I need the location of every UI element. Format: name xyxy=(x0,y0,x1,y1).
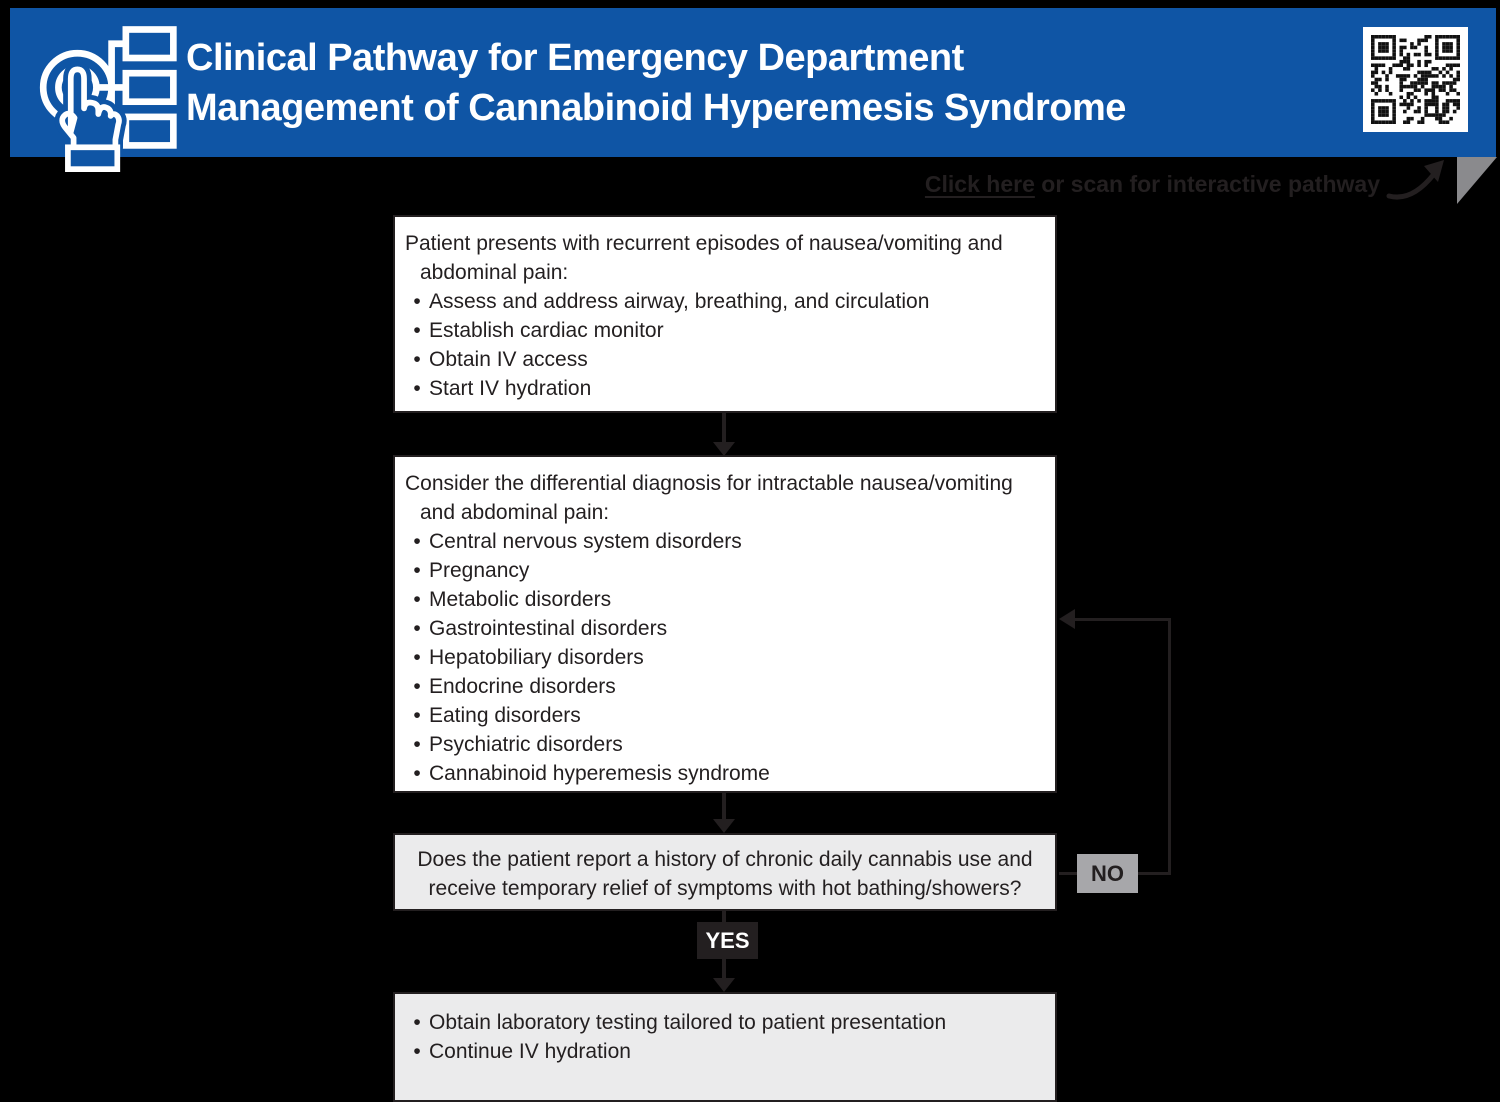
decision-question: Does the patient report a history of chronic daily cannabis use and receive temporary relief of symptoms with hot bathing/showers? xyxy=(417,848,1033,900)
qr-code xyxy=(1363,27,1468,132)
yes-label: YES xyxy=(697,922,758,959)
bullet-text: • Obtain IV access xyxy=(429,348,588,371)
step-box-treatment xyxy=(393,992,1057,1102)
bullet-item xyxy=(405,614,1043,643)
bullet-text: • Hepatobiliary disorders xyxy=(429,646,644,669)
bullet-item xyxy=(405,730,1043,759)
bullet-text: • Central nervous system disorders xyxy=(429,530,742,553)
page-title xyxy=(186,33,1126,133)
bullet-text: • Cannabinoid hyperemesis syndrome xyxy=(429,762,770,785)
flowchart-click-icon xyxy=(28,14,180,178)
arrow-left-icon xyxy=(1059,609,1075,629)
no-label: NO xyxy=(1077,854,1138,893)
bullet-text: • Psychiatric disorders xyxy=(429,733,623,756)
bullet-text: • Endocrine disorders xyxy=(429,675,616,698)
arrow-to-qr-icon xyxy=(1386,156,1450,206)
wrist-cuff xyxy=(68,147,117,169)
bullet-text: • Eating disorders xyxy=(429,704,581,727)
click-here-link[interactable]: Click here xyxy=(924,171,1035,197)
bullet-item xyxy=(405,287,1043,316)
decision-box xyxy=(393,833,1057,911)
bullet-item xyxy=(405,345,1043,374)
bullet-item xyxy=(405,585,1043,614)
connector-line-1 xyxy=(722,412,726,445)
bullet-text: • Pregnancy xyxy=(429,559,530,582)
step-box-presentation xyxy=(393,215,1057,413)
page-title-line2: Management of Cannabinoid Hyperemesis Syndrome xyxy=(186,87,1126,129)
bullet-item xyxy=(405,643,1043,672)
bullet-item xyxy=(405,374,1043,403)
bullet-item xyxy=(405,701,1043,730)
bullet-item xyxy=(405,672,1043,701)
bullet-item xyxy=(405,759,1043,788)
page-fold-corner xyxy=(1457,157,1497,204)
arrow-down-icon-2 xyxy=(713,819,735,833)
box-title: Consider the differential diagnosis for intractable nausea/vomiting and abdominal pain: xyxy=(405,472,1013,524)
arrow-down-icon-1 xyxy=(713,442,735,456)
scan-text: or scan for interactive pathway xyxy=(1034,171,1380,197)
no-loop-vertical-line xyxy=(1168,618,1171,875)
bullet-text: • Obtain laboratory testing tailored to patient presentation xyxy=(429,1011,947,1034)
bullet-item xyxy=(405,1037,1043,1066)
bullet-text: • Start IV hydration xyxy=(429,377,592,400)
box-title: Patient presents with recurrent episodes of nausea/vomiting and abdominal pain: xyxy=(405,232,1003,284)
no-loop-top-line xyxy=(1073,618,1171,621)
bullet-item xyxy=(405,316,1043,345)
bullet-text: • Gastrointestinal disorders xyxy=(429,617,668,640)
bullet-text: • Metabolic disorders xyxy=(429,588,612,611)
page-title-line1: Clinical Pathway for Emergency Department xyxy=(186,37,964,79)
interactive-pathway-line xyxy=(925,171,1380,198)
step-box-differential xyxy=(393,455,1057,793)
no-line-b xyxy=(1138,872,1171,875)
bullet-item xyxy=(405,556,1043,585)
bullet-item xyxy=(405,527,1043,556)
bullet-item xyxy=(405,1008,1043,1037)
connector-line-2 xyxy=(722,793,726,821)
bullet-text: • Continue IV hydration xyxy=(429,1040,631,1063)
no-line-a xyxy=(1059,872,1077,875)
bullet-text: • Establish cardiac monitor xyxy=(429,319,664,342)
bullet-text: • Assess and address airway, breathing, and circulation xyxy=(429,290,930,313)
arrow-down-icon-3 xyxy=(713,978,735,992)
